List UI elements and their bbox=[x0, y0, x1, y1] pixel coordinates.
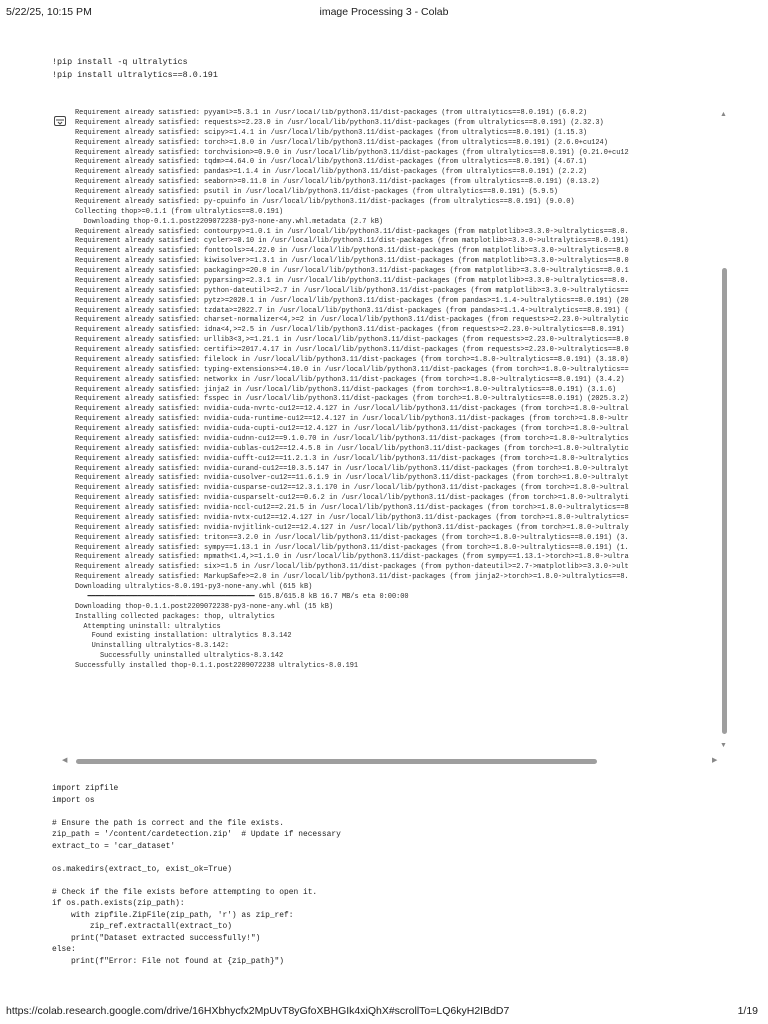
output-line: Requirement already satisfied: six>=1.5 in /usr/local/lib/python3.11/dist-packages (from python-dateutil>=2.7->matplotlib>=3.3.0->ult bbox=[75, 563, 629, 572]
output-line: Requirement already satisfied: tzdata>=2022.7 in /usr/local/lib/python3.11/dist-packages (from pandas>=1.1.4->ultralytics==8.0.191) ( bbox=[75, 306, 629, 315]
output-line: Successfully uninstalled ultralytics-8.3.142 bbox=[75, 652, 284, 661]
output-line: Requirement already satisfied: filelock in /usr/local/lib/python3.11/dist-packages (from torch>=1.8.0->ultralytics==8.0.191) (3.18.0) bbox=[75, 355, 629, 364]
output-line: Requirement already satisfied: psutil in /usr/local/lib/python3.11/dist-packages (from ultralytics==8.0.191) (5.9.5) bbox=[75, 188, 558, 196]
output-line: Requirement already satisfied: pyparsing>=2.3.1 in /usr/local/lib/python3.11/dist-packages (from matplotlib>=3.3.0->ultralytics==8.0. bbox=[75, 276, 629, 285]
output-line: Requirement already satisfied: nvidia-cusparse-cu12==12.3.1.170 in /usr/local/lib/python3.11/dist-packages (from torch>=1.8.0->ultral bbox=[75, 484, 629, 493]
output-line: Requirement already satisfied: certifi>=2017.4.17 in /usr/local/lib/python3.11/dist-packages (from requests>=2.23.0->ultralytics==8.0 bbox=[75, 346, 629, 354]
output-line: Requirement already satisfied: nvidia-nccl-cu12==2.21.5 in /usr/local/lib/python3.11/dist-packages (from torch>=1.8.0->ultralytics==8 bbox=[75, 504, 629, 512]
output-line: Requirement already satisfied: pandas>=1.1.4 in /usr/local/lib/python3.11/dist-packages (from ultralytics==8.0.191) (2.2.2) bbox=[75, 168, 588, 177]
output-line: Requirement already satisfied: jinja2 in /usr/local/lib/python3.11/dist-packages (from torch>=1.8.0->ultralytics==8.0.191) (3.1.6) bbox=[75, 385, 617, 394]
output-line: Requirement already satisfied: fsspec in /usr/local/lib/python3.11/dist-packages (from torch>=1.8.0->ultralytics==8.0.191) (2025.3.2) bbox=[75, 395, 629, 404]
vertical-scroll-thumb[interactable] bbox=[722, 268, 727, 734]
output-line: Downloading ultralytics-8.0.191-py3-none-any.whl (615 kB) bbox=[75, 583, 313, 591]
output-line: Requirement already satisfied: nvidia-cuda-cupti-cu12==12.4.127 in /usr/local/lib/python3.11/dist-packages (from torch>=1.8.0->ultral bbox=[75, 425, 629, 433]
page-number: 1/19 bbox=[737, 1005, 758, 1017]
output-line: Requirement already satisfied: py-cpuinfo in /usr/local/lib/python3.11/dist-packages (from ultralytics==8.0.191) (9.0.0) bbox=[75, 197, 575, 206]
notebook-title: image Processing 3 - Colab bbox=[319, 6, 449, 18]
output-line: Requirement already satisfied: mpmath<1.4,>=1.1.0 in /usr/local/lib/python3.11/dist-packages (from sympy==1.13.1->torch>=1.8.0->ultra bbox=[75, 553, 629, 562]
page-url: https://colab.research.google.com/drive/16HXbhycfx2MpUvT8yGfoXBHGIk4xiQhX#scrollTo=LQ6kyH2IBdD7 bbox=[6, 1005, 510, 1017]
output-line: Successfully installed thop-0.1.1.post2209072238 ultralytics-8.0.191 bbox=[75, 662, 359, 670]
output-line: Requirement already satisfied: charset-normalizer<4,>=2 in /usr/local/lib/python3.11/dist-packages (from requests>=2.23.0->ultralytic bbox=[75, 316, 629, 325]
output-line: Requirement already satisfied: nvidia-curand-cu12==10.3.5.147 in /usr/local/lib/python3.11/dist-packages (from torch>=1.8.0->ultralyt bbox=[75, 464, 629, 473]
output-line: Requirement already satisfied: pyyaml>=5.3.1 in /usr/local/lib/python3.11/dist-packages (from ultralytics==8.0.191) (6.0.2) bbox=[75, 109, 588, 117]
output-line: Requirement already satisfied: urllib3<3,>=1.21.1 in /usr/local/lib/python3.11/dist-packages (from requests>=2.23.0->ultralytics==8.0 bbox=[75, 336, 629, 345]
output-line: Found existing installation: ultralytics 8.3.142 bbox=[75, 632, 292, 641]
output-line: Requirement already satisfied: nvidia-cufft-cu12==11.2.1.3 in /usr/local/lib/python3.11/dist-packages (from torch>=1.8.0->ultralytics bbox=[75, 454, 629, 463]
scroll-left-arrow-icon[interactable]: ◀ bbox=[62, 757, 68, 764]
print-datetime: 5/22/25, 10:15 PM bbox=[6, 6, 92, 18]
output-line: ━━━━━━━━━━━━━━━━━━━━━━━━━━━━━━━━━━━━━━━━ 615.8/615.8 kB 16.7 MB/s eta 0:00:00 bbox=[75, 592, 409, 601]
output-line: Requirement already satisfied: nvidia-cudnn-cu12==9.1.0.70 in /usr/local/lib/python3.11/dist-packages (from torch>=1.8.0->ultralytics bbox=[75, 434, 629, 443]
output-line: Requirement already satisfied: nvidia-nvjitlink-cu12==12.4.127 in /usr/local/lib/python3.11/dist-packages (from torch>=1.8.0->ultraly bbox=[75, 523, 629, 532]
output-line: Requirement already satisfied: nvidia-cuda-runtime-cu12==12.4.127 in /usr/local/lib/python3.11/dist-packages (from torch>=1.8.0->ultr bbox=[75, 415, 629, 424]
output-line: Requirement already satisfied: torch>=1.8.0 in /usr/local/lib/python3.11/dist-packages (from ultralytics==8.0.191) (2.6.0+cu124) bbox=[75, 138, 608, 147]
output-line: Requirement already satisfied: requests>=2.23.0 in /usr/local/lib/python3.11/dist-packages (from ultralytics==8.0.191) (2.32.3) bbox=[75, 118, 604, 127]
scroll-right-arrow-icon[interactable]: ▶ bbox=[712, 757, 718, 764]
output-toggle-icon[interactable] bbox=[53, 114, 67, 128]
output-text bbox=[75, 109, 718, 672]
output-line: Requirement already satisfied: nvidia-cusolver-cu12==11.6.1.9 in /usr/local/lib/python3.11/dist-packages (from torch>=1.8.0->ultralyt bbox=[75, 474, 629, 483]
output-line: Requirement already satisfied: packaging>=20.0 in /usr/local/lib/python3.11/dist-packages (from matplotlib>=3.3.0->ultralytics==8.0.1 bbox=[75, 267, 629, 275]
output-line: Requirement already satisfied: sympy==1.13.1 in /usr/local/lib/python3.11/dist-packages (from torch>=1.8.0->ultralytics==8.0.191) (1. bbox=[75, 543, 629, 552]
output-line: Requirement already satisfied: tqdm>=4.64.0 in /usr/local/lib/python3.11/dist-packages (from ultralytics==8.0.191) (4.67.1) bbox=[75, 158, 588, 167]
output-line: Collecting thop>=0.1.1 (from ultralytics==8.0.191) bbox=[75, 207, 284, 216]
output-line: Requirement already satisfied: scipy>=1.4.1 in /usr/local/lib/python3.11/dist-packages (from ultralytics==8.0.191) (1.15.3) bbox=[75, 128, 588, 137]
output-line: Downloading thop-0.1.1.post2209072238-py3-none-any.whl.metadata (2.7 kB) bbox=[75, 217, 384, 226]
output-line: Requirement already satisfied: networkx in /usr/local/lib/python3.11/dist-packages (from torch>=1.8.0->ultralytics==8.0.191) (3.4.2) bbox=[75, 375, 625, 384]
output-line: Requirement already satisfied: kiwisolver>=1.3.1 in /usr/local/lib/python3.11/dist-packages (from matplotlib>=3.3.0->ultralytics==8.0 bbox=[75, 257, 629, 266]
output-line: Downloading thop-0.1.1.post2209072238-py3-none-any.whl (15 kB) bbox=[75, 602, 334, 611]
cell-output-area[interactable] bbox=[75, 109, 718, 752]
output-line: Uninstalling ultralytics-8.3.142: bbox=[75, 642, 230, 651]
output-line: Installing collected packages: thop, ultralytics bbox=[75, 612, 275, 621]
output-line: Requirement already satisfied: fonttools>=4.22.0 in /usr/local/lib/python3.11/dist-packages (from matplotlib>=3.3.0->ultralytics==8.0 bbox=[75, 247, 629, 256]
output-line: Requirement already satisfied: seaborn>=0.11.0 in /usr/local/lib/python3.11/dist-packages (from ultralytics==8.0.191) (0.13.2) bbox=[75, 178, 600, 187]
code-cell-pip-install[interactable]: !pip install -q ultralytics !pip install ultralytics==8.0.191 bbox=[52, 57, 218, 80]
print-footer bbox=[0, 1002, 768, 1020]
scroll-down-arrow-icon[interactable]: ▼ bbox=[720, 742, 727, 749]
output-line: Requirement already satisfied: triton==3.2.0 in /usr/local/lib/python3.11/dist-packages (from torch>=1.8.0->ultralytics==8.0.191) (3. bbox=[75, 533, 629, 542]
output-line: Requirement already satisfied: pytz>=2020.1 in /usr/local/lib/python3.11/dist-packages (from pandas>=1.1.4->ultralytics==8.0.191) (20 bbox=[75, 296, 629, 305]
code-cell-extract-zip[interactable]: import zipfile import os # Ensure the path is correct and the file exists. zip_path = '/content/cardetection.zip' # Update if necessary extract_to = 'car_dataset' os.makedirs(extract_to, exist_ok=True) # Check if the file exists before attempting to open it. if os.path.exists(zip_path): with zipfile.ZipFile(zip_path, 'r') as zip_ref: zip_ref.extractall(extract_to) print("Dataset extracted successfully!") else: print(f"Error: File not found at {zip_path}") bbox=[52, 784, 341, 966]
output-line: Requirement already satisfied: nvidia-nvtx-cu12==12.4.127 in /usr/local/lib/python3.11/dist-packages (from torch>=1.8.0->ultralytics= bbox=[75, 513, 629, 522]
output-line: Requirement already satisfied: MarkupSafe>=2.0 in /usr/local/lib/python3.11/dist-packages (from jinja2->torch>=1.8.0->ultralytics==8. bbox=[75, 573, 629, 582]
horizontal-scroll-thumb[interactable] bbox=[76, 759, 597, 764]
print-header bbox=[0, 0, 768, 22]
output-line: Requirement already satisfied: typing-extensions>=4.10.0 in /usr/local/lib/python3.11/dist-packages (from torch>=1.8.0->ultralytics== bbox=[75, 365, 629, 374]
output-line: Requirement already satisfied: nvidia-cuda-nvrtc-cu12==12.4.127 in /usr/local/lib/python3.11/dist-packages (from torch>=1.8.0->ultral bbox=[75, 405, 629, 414]
scroll-up-arrow-icon[interactable]: ▲ bbox=[720, 111, 727, 118]
output-line: Requirement already satisfied: nvidia-cusparselt-cu12==0.6.2 in /usr/local/lib/python3.11/dist-packages (from torch>=1.8.0->ultralyti bbox=[75, 494, 629, 503]
output-line: Requirement already satisfied: contourpy>=1.0.1 in /usr/local/lib/python3.11/dist-packages (from matplotlib>=3.3.0->ultralytics==8.0. bbox=[75, 227, 629, 236]
output-line: Attempting uninstall: ultralytics bbox=[75, 622, 221, 631]
output-line: Requirement already satisfied: nvidia-cublas-cu12==12.4.5.8 in /usr/local/lib/python3.11/dist-packages (from torch>=1.8.0->ultralytic bbox=[75, 444, 629, 453]
output-line: Requirement already satisfied: python-dateutil>=2.7 in /usr/local/lib/python3.11/dist-packages (from matplotlib>=3.3.0->ultralytics== bbox=[75, 286, 629, 295]
output-line: Requirement already satisfied: idna<4,>=2.5 in /usr/local/lib/python3.11/dist-packages (from requests>=2.23.0->ultralytics==8.0.191) bbox=[75, 326, 625, 335]
output-line: Requirement already satisfied: torchvision>=0.9.0 in /usr/local/lib/python3.11/dist-packages (from ultralytics==8.0.191) (0.21.0+cu12 bbox=[75, 148, 629, 157]
output-line: Requirement already satisfied: cycler>=0.10 in /usr/local/lib/python3.11/dist-packages (from matplotlib>=3.3.0->ultralytics==8.0.191) bbox=[75, 237, 629, 246]
